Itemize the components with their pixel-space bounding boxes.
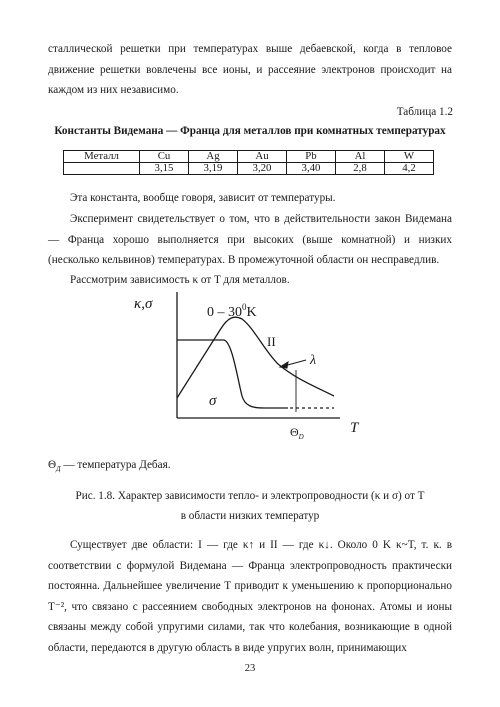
conductivity-figure bbox=[128, 288, 388, 448]
paragraph-constant-note: Эта константа, вообще говоря, зависит от температуры. bbox=[70, 192, 336, 204]
region-label: II bbox=[267, 334, 276, 349]
table-cell: 3,20 bbox=[238, 163, 287, 175]
table-cell: W bbox=[385, 151, 434, 163]
table-cell: 3,15 bbox=[140, 163, 189, 175]
page-number: 23 bbox=[244, 663, 256, 674]
table-cell: Au bbox=[238, 151, 287, 163]
table-cell: Cu bbox=[140, 151, 189, 163]
x-axis-label: T bbox=[350, 420, 359, 436]
theta-label: $\Theta_D$ bbox=[290, 425, 304, 441]
sigma-label: σ bbox=[209, 393, 217, 409]
paragraph-consider: Рассмотрим зависимость κ от T для металлов. bbox=[70, 274, 290, 286]
table-cell: Pb bbox=[287, 151, 336, 163]
lambda-arrow-head bbox=[280, 362, 288, 368]
lambda-label: λ bbox=[310, 353, 317, 368]
table-number: Таблица 1.2 bbox=[396, 106, 453, 118]
table-title: Константы Видемана — Франца для металлов при комнатных температурах bbox=[54, 125, 446, 137]
constants-table bbox=[63, 150, 434, 175]
sigma-curve bbox=[177, 340, 288, 408]
table-row bbox=[64, 163, 434, 175]
table-header-row bbox=[64, 151, 434, 163]
theta-note: $\Theta_Д$ — температура Дебая. bbox=[48, 459, 171, 474]
range-label: $0 - 30^0K$ bbox=[207, 302, 257, 320]
table-cell: Al bbox=[336, 151, 385, 163]
table-cell: 4,2 bbox=[385, 163, 434, 175]
table-cell: 3,19 bbox=[189, 163, 238, 175]
figure-caption-line2: в области низких температур bbox=[180, 510, 320, 522]
table-cell: Металл bbox=[64, 151, 140, 163]
y-axis-label: κ,σ bbox=[134, 296, 153, 312]
intro-paragraph: сталлической решетки при температурах выше дебаевской, когда в тепловое движение решетки вовлечены все ионы, и рассеяние электронов происходит на каждом из них независимо. bbox=[48, 43, 452, 96]
table-cell: 3,40 bbox=[287, 163, 336, 175]
table-cell bbox=[64, 163, 140, 175]
final-paragraph: Существует две области: I — где κ↑ и II — где κ↓. Около 0 K κ~T, т. к. в соответствии с формулой Видемана — Франца электропроводность практически постоянна. Дальнейшее увеличение T приводит к уменьшению κ пропорционально T⁻², что связано с рассеянием свободных электронов на фононах. Атомы и ионы связаны между собой упругими силами, так что колебания, возникающие в одной области, передаются в другую область в виде упругих волн, принимающих bbox=[48, 539, 452, 654]
figure-caption-line1: Рис. 1.8. Характер зависимости тепло- и электропроводности (κ и σ) от T bbox=[75, 490, 425, 502]
table-cell: Ag bbox=[189, 151, 238, 163]
table-cell: 2,8 bbox=[336, 163, 385, 175]
paragraph-experiment: Эксперимент свидетельствует о том, что в действительности закон Видемана — Франца хорошо выполняется при высоких (выше комнатной) и низких (несколько кельвинов) температурах. В промежуточной области он несправедлив. bbox=[48, 213, 452, 266]
